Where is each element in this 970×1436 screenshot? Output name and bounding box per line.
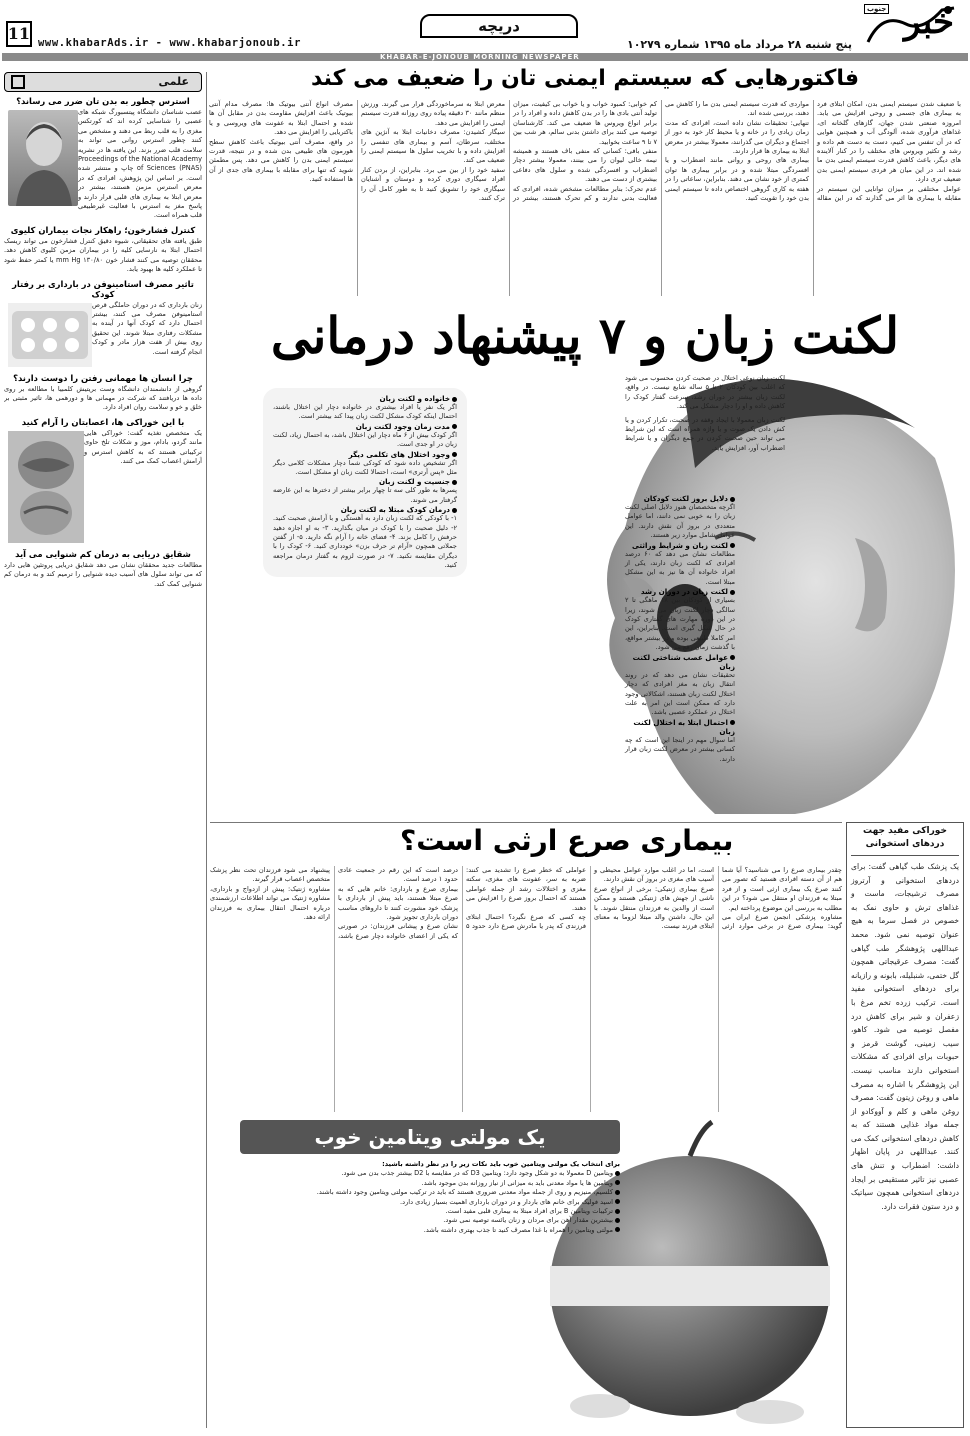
stutter-article [205,306,965,816]
main-p5: کم خوابی: کمبود خواب و یا خواب بی کیفیت، میزان تولید آنتی بادی ها را در بدن کاهش داده و افراد را در برابر انواع ویروس ها ضعیف می کند. کارشناسان توصیه می کنند برای داشتن بدنی سالم، هر شب بین ۷ تا ۹ ساعت بخوابید. [513,100,657,146]
stutter-col-right [625,494,735,764]
right-box-title: خوراکی مفید جهت دردهای استخوانی [851,825,959,856]
bullet-icon [452,424,457,429]
left-t3: زنان بارداری که در دوران حاملگی قرص استامینوفن مصرف می کنند، بیشتر احتمال دارد که کودک آنها در آینده به مشکلات رفتاری مبتلا شوند. این تحقیق روی بیش از هفت هزار مادر و کودک انجام گرفته است. [92,300,202,356]
ep-p1: چقدر بیماری صرع را می شناسید؟ آیا شما هم از آن دسته افرادی هستید که تصور می کنند صرع یک بیماری ارثی است و از فرد مبتلا به فرزندان او منتقل می شود؟ در این مطلب به بررسی این موضوع پرداخته ایم. [722,866,842,912]
stutter-h4: عوامل عصب شناختی لکنت زبان [632,652,735,671]
vitamin-i6: بیشترین مقدار آهن برای مردان و زنان یائسه توصیه نمی شود. [240,1216,620,1225]
stutter-h5: احتمال ابتلا به اختلال لکنت زبان [633,717,735,736]
bullet-icon [730,590,735,595]
man-head-image [8,110,78,206]
vitamin-i3: کلسیم، منیزیم و روی از جمله مواد معدنی ضروری هستند که باید در ترکیب مولتی ویتامین وجود داشته باشند. [240,1188,620,1197]
vitamin-i4: اسید فولیک برای خانم های باردار و در دوران بارداری اهمیت بسیار زیادی دارد. [240,1198,620,1207]
vitamin-i1: ویتامین D معمولا به دو شکل وجود دارد: ویتامین D3 که در مقایسه با D2 بیشتر جذب بدن می شود. [240,1169,620,1178]
main-p3: تنهایی: تحقیقات نشان داده است، افرادی که مدت زمان زیادی را در خانه و یا محیط کار خود به دور از اجتماع و دیگران می گذرانند، معمولا بیشتر در معرض ابتلا به بیماری ها قرار دارند. [665,118,809,156]
stutter-s2: مطالعات نشان می دهد که ۶۰ درصد افرادی که لکنت زبان دارند، یکی از افراد خانواده آن ها نیز به این مشکل مبتلا است. [625,549,736,586]
epilepsy-cols [210,866,842,1112]
stutter-intro-text-2: لکنت زبان معمولا با ایجاد وقفه در صحبت، تکرار کردن و یا کش دادن یک صوت و یا واژه همراه است که این شرایط می تواند حین صحبت کردن در جمع دیگران و یا شرایط اضطراب آور، افزایش یابد. [625,415,785,452]
page-number-box [6,21,32,47]
stutter-intro-text: لکنت زبان نوعی اختلال در صحبت کردن محسوب می شود که اغلب بین کودکان ۲ تا ۵ ساله شایع نیست. در واقع، لکنت زبان بیشتر در دوران رشد، سرعت گفتار کودک را کاهش داده و او را دچار مشکل می کند. [625,374,786,411]
ep-p8: مشاوره ژنتیک: پیش از ازدواج و بارداری، مشاوره ژنتیک می تواند اطلاعات ارزشمندی درباره احتمال انتقال بیماری به فرزندان ارائه دهد. [210,884,330,922]
walnuts-photo [8,431,84,543]
stutter-h8: وجود اختلال های تکلمی دیگر [273,450,457,459]
pills-image [8,303,92,367]
vitamin-title: یک مولتی ویتامین خوب [314,1125,546,1149]
left-h5: با این خوراکی ها، اعصابتان را آرام کنید [21,416,185,427]
bullet-icon [452,452,457,457]
vitamin-text [240,1160,620,1426]
bullet-icon [615,1171,620,1176]
section-title: دریچه [478,17,520,35]
pills-photo [8,303,92,367]
epilepsy-top-rule [210,822,842,823]
main-p1: با ضعیف شدن سیستم ایمنی بدن، امکان ابتلای فرد به بیماری های جسمی و روحی افزایش می یابد. امروزه صنعتی شدن جهان، گازهای گلخانه ای، غذاهای فرآوری شده، آلودگی آب و همچنین هوایی که در آن تنفس می کنیم، دست به دست هم داده و رشد و تکثیر ویروس های مختلف را در کنار آلاینده های دیگر، باعث کاهش قدرت سیستم ایمنی بدن ما شده اند. در این میان هر فردی سیستم ایمنی بدن ضعیف تری دارد. [817,100,961,184]
bullet-icon [615,1218,620,1223]
ep-p4: عواملی که خطر صرع را تشدید می کنند: ضربه به سر، عفونت های مغزی، سکته مغزی و اختلالات رشد از جمله عواملی هستند که احتمال بروز صرع را افزایش می دهند. [466,866,586,912]
left-t4: گروهی از دانشمندان دانشگاه وست بریتیش کلمبیا با مطالعه بر روی داده ها دریافتند که شرکت در مهمانی ها و دورهمی ها، تاثیر مثبتی بر خلق و خو و سلامت روان افراد دارد. [4,384,202,412]
bullet-icon [730,655,735,660]
walnut-image [8,431,84,543]
masthead [0,0,970,70]
bullet-icon [615,1209,620,1214]
main-p8: سیگار کشیدن: مصرف دخانیات ابتلا به آنژین های مختلف، سرطان، آسم و بیماری های تنفسی را افزایش داده و با تخریب سلول ها سیستم ایمنی را ضعیف می کند. [361,128,505,165]
stutter-s10: ۱- با کودکی که لکنت زبان دارد به آهستگی و با آرامش صحبت کنید. ۲- دلیل صحبت را با کودک در میان بگذارید. ۳- به او اجازه دهید حرفش را کامل بزند. ۴- فضای خانه را آرام نگه دارید. ۵- از گفتن جملاتی همچون «آرام تر حرف بزن» خودداری کنید. ۶- کودک را با دیگران مقایسه نکنید. ۷- در صورت لزوم به گفتار درمان مراجعه کنید. [273,514,458,570]
stutter-col-left [263,388,467,577]
left-t6: مطالعات جدید محققان نشان می دهد شقایق دریایی پروتئین هایی دارد که می تواند سلول های آسیب دیده شنوایی را ترمیم کند و به درمان کم شنوایی کمک کند. [4,560,202,588]
stutter-h7: مدت زمان وجود لکنت زبان [273,422,457,431]
section-tab [420,14,578,38]
stutter-h3: لکنت زبان در دوران رشد [625,587,735,596]
bullet-icon [452,480,457,485]
ep-p7: نشان صرع و پیشانی فرزندان: در صورتی که یکی از اعضای خانواده دچار صرع باشد، پیشنهاد می شود فرزندان تحت نظر پزشک متخصص اعصاب قرار گیرند. [210,866,458,940]
stutter-h10: درمان کودک مبتلا به لکنت زبان [273,505,457,514]
main-p11: در واقع، مصرف آنتی بیوتیک باعث کاهش سطح هورمون های طبیعی بدن شده و در نتیجه، قدرت سیستم ایمنی بدن را کاهش می دهد. پس مطمئن شوید که تنها برای مقابله با بیماری های جدی از آن ها استفاده کنید. [209,137,353,184]
document-icon [11,75,25,89]
bullet-icon [452,508,457,513]
main-p7: عدم تحرک: بنابر مطالعات مشخص شده، افرادی که فعالیت بدنی ندارند و کم تحرک هستند، بیشتر در معرض ابتلا به سرماخوردگی قرار می گیرند. ورزش منظم مانند ۳۰ دقیقه پیاده روی روزانه قدرت سیستم ایمنی را افزایش می دهد. [361,100,657,203]
right-box [846,822,964,1428]
epilepsy-title: بیماری صرع ارثی است؟ [400,824,734,857]
left-h2: کنترل فشارخون؛ راهکار نجات بیماران کلیوی [10,224,196,235]
left-t2: طبق یافته های تحقیقاتی، شیوه دقیق کنترل فشارخون می تواند ریسک احتمال ابتلا به نارسایی کلیه را در بیماران مزمن کلیوی کاهش دهد. محققان توصیه می کنند فشار خون ۱۳۰/۸۰ mm Hg یا کمتر حفظ شود تا عملکرد کلیه ها بهبود یابد. [4,236,202,274]
bullet-icon [452,397,457,402]
bullet-icon [730,720,735,725]
main-p9: سفید خود را از بین می برد. بنابراین، از بردن کنار افراد سیگاری دوری کرده و دوستان و آشنایان سیگاری خود را تشویق کنید تا به طور کامل آن را ترک کنند. [361,165,505,203]
stutter-h1: دلایل بروز لکنت کودکان [625,494,735,503]
main-article-cols [209,100,961,296]
bullet-icon [615,1199,620,1204]
bullet-icon [730,543,735,548]
vitamin-article [210,1116,842,1430]
page-number: 11 [7,24,30,43]
stutter-s6: اگر یک نفر یا افراد بیشتری در خانواده دچار این اختلال باشند، احتمال اینکه کودک مشکل لکنت زبان پیدا کند بیشتر است. [273,403,457,421]
logo-text: خبر [903,2,954,42]
right-box-text: یک پزشک طب گیاهی گفت: برای دردهای استخوانی و آرتروز مصرف ترشیجات، ماست و غذاهای ترش و حاوی نمک به خصوص در فصل سرما به هیچ عنوان توصیه نمی شود. محمد عبداللهی پژوهشگر طب گیاهی گفت: مصرف عرقیجاتی همچون گل ختمی، شنبلیله، بابونه و رازیانه برای دردهای استخوانی مفید است. ترکیب زرده تخم مرغ با زعفران و شیر برای کاهش درد مفصل توصیه می شود. کاهو، سیب زمینی، گوشت قرمز و حبوبات برای افرادی که مشکلات استخوانی دارند مناسب نیست. این پژوهشگر با اشاره به مصرف ماهی و روغن زیتون گفت: مصرف روغن ماهی و کلم و آووکادو از جمله مواد غذایی هستند که به کاهش دردهای استخوانی کمک می کنند. عبداللهی در پایان اظهار داشت: اضطراب و تنش های عصبی نیز تاثیر مستقیمی بر ایجاد دردهای استخوانی همچون سیاتیک و درد ستون فقرات دارد. [851,862,959,1211]
science-label: علمی [158,75,189,88]
ep-p5: چه کسی که صرع نگیرد؟ احتمال ابتلای فرزندی که پدر یا مادرش صرع دارد حدود ۵ درصد است که این رقم در جمعیت عادی حدود ۱ درصد است. [338,866,586,931]
main-p4: بیماری های روحی و روانی مانند اضطراب و یا افسردگی مبتلا شده و در برابر بیماری ها توان کمتری از خود نشان می دهند. بنابراین، ساعاتی را در هفته به کاری گروهی اختصاص داده تا سیستم ایمنی بدن خود را تقویت کنید. [665,156,809,203]
science-label-box [4,72,202,92]
left-t1: عصب شناسان دانشگاه پیتسبورگ شبکه های عصبی را شناسایی کرده اند که کورتکس مغزی را به قلب ربط می دهند و مشخص می کنند چطور استرس روانی می تواند به سلامت قلب ضرر بزند. این یافته ها در نشریه Proceedings of the National Academy of Sciences (PNAS) چاپ و منتشر شده است. بر اساس این پژوهش، افرادی که در معرض استرس مزمن هستند، بیشتر در معرض ابتلا به بیماری های قلبی قرار دارند و پاسخ مغز به استرس با فعالیت غیرطبیعی قلب همراه است. [78,108,202,220]
main-p2: عوامل مختلفی بر میزان توانایی این سیستم در مقابله با بیماری ها اثر می گذارند که در این مقاله مواردی که قدرت سیستم ایمنی بدن ما را کاهش می دهند، بررسی شده اند. [665,100,961,203]
stutter-h2: لکنت زبان و شرایط وراثتی [625,541,735,550]
bullet-icon [615,1180,620,1185]
epilepsy-article [210,824,842,1114]
ep-p3: صرع بیماری ژنتیکی: برخی از انواع صرع ناشی از جهش های ژنتیکی هستند و ممکن است از والدین به فرزندان منتقل شوند. با این حال، داشتن والد مبتلا لزوما به معنای ابتلای فرزند نیست. [594,884,714,931]
left-h4: چرا انسان ها مهمانی رفتن را دوست دارند؟ [13,372,193,383]
stutter-s7: اگر کودک بیش از ۶ ماه دچار این اختلال باشد، به احتمال زیاد، لکنت زبان در او جدی است. [273,430,457,449]
left-column [4,72,202,1430]
ep-p2: مشاوره پزشکی انجمن صرع ایران می گوید: بیماری صرع در برخی موارد ارثی است، اما در اغلب موارد عوامل محیطی و آسیب های مغزی در بروز آن نقش دارند. [594,866,842,931]
paper-en: KHABAR-E-JONOUB MORNING NEWSPAPER [380,53,580,61]
left-col-rule [206,72,207,1428]
stutter-title: لکنت زبان و ۷ پیشنهاد درمانی [270,306,900,365]
websites[interactable]: www.khabarAds.ir - www.khabarjonoub.ir [38,37,302,49]
stutter-s1: اگرچه متخصصان هنوز دلایل اصلی لکنت زبان را به خوبی نمی دانند، اما عوامل متعددی در بروز آن نقش دارند. این عوامل شامل موارد زیر هستند. [625,503,735,540]
vitamin-i5: ترکیبات ویتامین B برای افراد مبتلا به بیماری قلبی مفید است. [240,1207,620,1216]
vitamin-title-bar [240,1120,620,1154]
vitamin-i7: مولتی ویتامین را همراه با غذا مصرف کنید تا جذب بهتری داشته باشد. [240,1226,620,1235]
stutter-s4: تحقیقات نشان می دهد که در روند انتقال زبان به مغز افرادی که دچار اختلال لکنت زبان هستند، اشکالاتی وجود دارد که ممکن است این امر به علت اختلال در عملکرد عصبی باشد. [625,670,735,717]
left-h1: استرس چطور به بدن تان ضرر می رساند؟ [16,96,190,106]
stutter-h9: جنسیت و لکنت زبان [273,477,457,486]
date-line: پنج شنبه ۲۸ مرداد ماه ۱۳۹۵ شماره ۱۰۲۷۹ [626,38,852,51]
main-article-title: فاکتورهایی که سیستم ایمنی تان را ضعیف می کند [310,66,860,91]
logo [862,2,960,48]
logo-sub: جنوب [864,4,889,14]
stutter-h6: خانواده و لکنت زبان [273,394,457,403]
bullet-icon [730,497,735,502]
main-p10: مصرف انواع آنتی بیوتیک ها: مصرف مدام آنتی بیوتیک باعث افزایش مقاومت بدن در مقابل آن ها شده و احتمال ابتلا به عفونت های ویروسی و یا باکتریایی را افزایش می دهد. [209,100,353,137]
ep-p6: بیماری صرع و بارداری: خانم هایی که به صرع مبتلا هستند، باید پیش از بارداری با پزشک خود مشورت کنند تا داروهای مناسب دوران بارداری تجویز شود. [338,884,458,922]
left-t5: یک متخصص تغذیه گفت: خوراکی هایی مانند گردو، بادام، موز و شکلات تلخ حاوی ترکیباتی هستند که به کاهش استرس و آرامش اعصاب کمک می کنند. [84,428,202,465]
stutter-s9: پسرها به طور کلی سه تا چهار برابر بیشتر از دخترها به این عارضه گرفتار می شوند. [273,486,457,504]
stutter-s3: بسیاری از کودکان بین ۱۸ ماهگی تا ۲ سالگی دچار لکنت زبان می شوند، زیرا در این دوره مهارت های گفتاری کودک در حال شکل گیری است. بنابراین، این امر کاملا طبیعی بوده و در بیشتر مواقع، با گذشت زمان رفع می شود. [625,596,735,652]
stutter-s5: اما سوال مهم در اینجا این است که چه کسانی بیشتر در معرض لکنت زبان قرار دارند. [625,735,735,763]
stutter-s8: اگر تشخیص داده شود که کودکی شما دچار مشکلات کلامی دیگر مثل «پس آرتری» است، احتمالا لکنت زبان او مشکل است. [273,458,457,477]
stutter-intro [625,374,785,453]
vitamin-i2: ویتامین ها یا مواد معدنی باید به میزانی از نیاز روزانه بدن موجود باشد. [240,1179,620,1188]
man-photo [8,110,78,206]
vitamin-lead: برای انتخاب یک مولتی ویتامین خوب باید نکات زیر را در نظر داشته باشید: [382,1160,620,1168]
bullet-icon [615,1190,620,1195]
left-h6: شقایق دریایی به درمان کم شنوایی می آید [15,548,191,559]
bullet-icon [615,1227,620,1232]
main-p6: منفی بافی: کسانی که منفی باف هستند و همیشه نیمه خالی لیوان را می بینند، معمولا بیشتر دچار اضطراب و افسردگی شده و سلول های دفاعی بیشتری از دست می دهند. [513,147,657,184]
left-h3: تاثیر مصرف استامینوفن در بارداری بر رفتار کودک [12,278,194,299]
main-article [205,64,965,304]
